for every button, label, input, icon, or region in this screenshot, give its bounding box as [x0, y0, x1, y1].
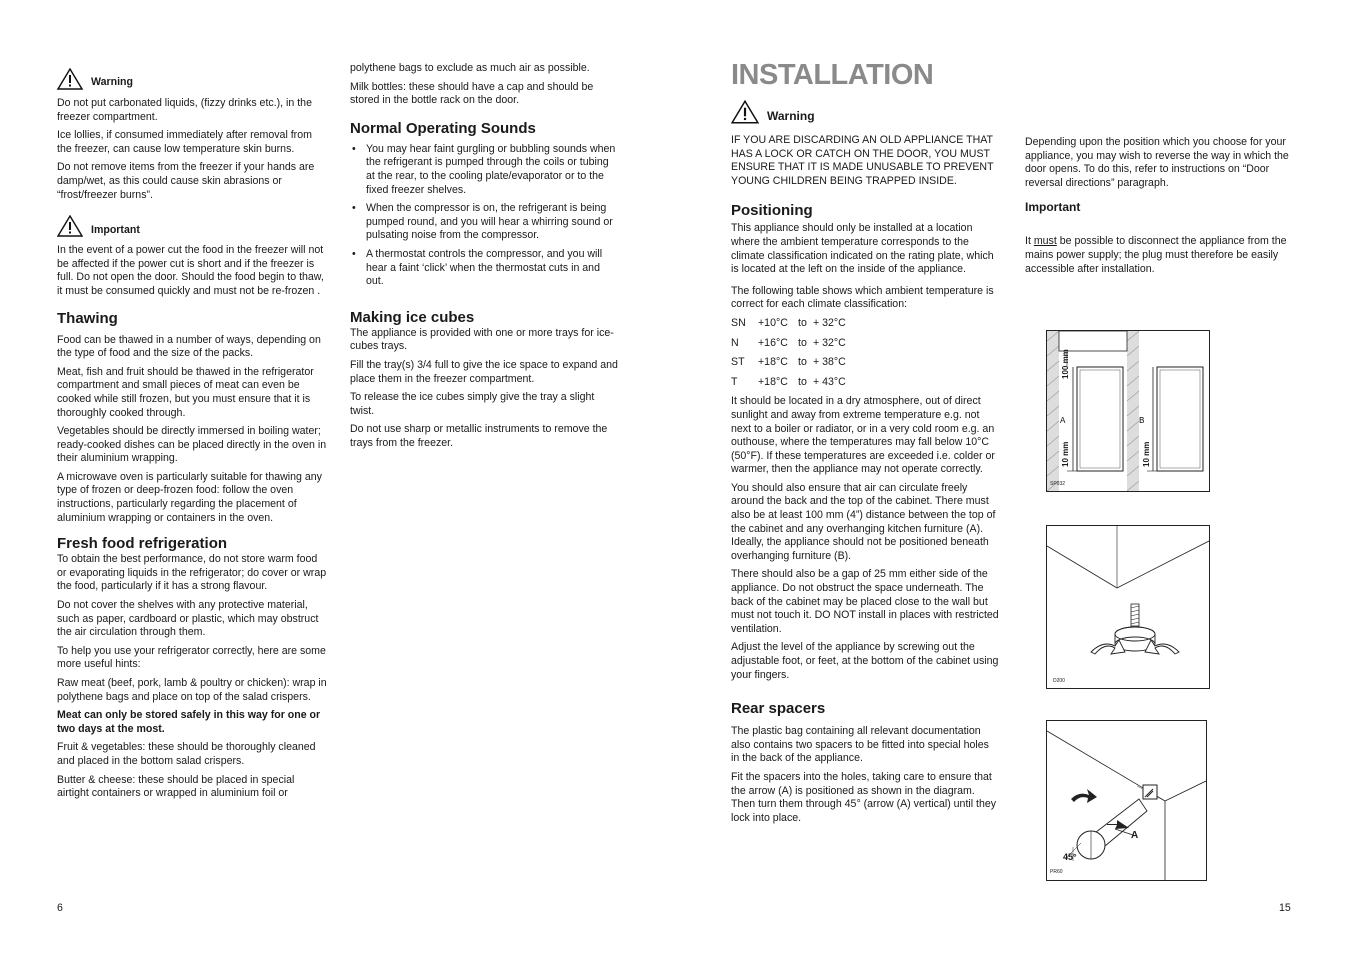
column-3 [731, 58, 999, 830]
important-heading [57, 215, 327, 237]
section-title-positioning: Positioning [731, 202, 813, 220]
section-title-sounds: Normal Operating Sounds [350, 119, 536, 137]
climate-row [731, 317, 999, 331]
important-paragraph [1025, 235, 1295, 276]
important-text-pre: It [1025, 235, 1034, 248]
important-title: Important [91, 223, 140, 236]
label-10mm-b: 10 mm [1142, 441, 1151, 467]
paragraph: To obtain the best performance, do not store warm food or evaporating liquids in the refrigerator; do cover or wrap the food, particularly if it has a strong flavour. [57, 553, 327, 593]
paragraph: Raw meat (beef, pork, lamb & poultry or chicken): wrap in polythene bags and place on top of the salad crispers. [57, 677, 327, 703]
paragraph: Depending upon the position which you choose for your appliance, you may wish to reverse the way in which the door opens. To do this, refer to instructions on “Door reversal directions” paragraph. [1025, 136, 1289, 189]
label-45-degrees: 45° [1063, 852, 1077, 862]
paragraph: Milk bottles: these should have a cap and should be stored in the bottle rack on the door. [350, 80, 594, 107]
column-2 [350, 62, 620, 455]
paragraph: To release the ice cubes simply give the tray a slight twist. [350, 391, 595, 417]
important-text-post: be possible to disconnect the appliance from the mains power supply; the plug must therefore be easily accessible after installation. [1025, 235, 1287, 275]
paragraph: Meat, fish and fruit should be thawed in the refrigerator compartment and small pieces of meat can even be cooked while still frozen, but you must ensure that it is thoroughly cooked through. [57, 365, 314, 419]
climate-row [731, 356, 999, 370]
paragraph: Vegetables should be directly immersed in boiling water; ready-cooked dishes can be placed directly in the oven in their aluminium wrapping. [57, 425, 327, 465]
paragraph: Food can be thawed in a number of ways, depending on the type of food and the size of the packs. [57, 333, 321, 360]
label-a: A [1131, 830, 1139, 841]
figure-code: PR60 [1050, 869, 1063, 875]
figure-clearance-diagram [1046, 330, 1210, 492]
climate-from: +10°C [758, 316, 788, 329]
paragraph: Do not cover the shelves with any protective material, such as paper, cardboard or plastic, which may obstruct the air circulation through them. [57, 599, 319, 639]
warning-triangle-icon [57, 215, 83, 237]
paragraph: Do not remove items from the freezer if your hands are damp/wet, as this could cause skin abrasions or “frost/freezer burns”. [57, 161, 315, 201]
section-title-ice-cubes: Making ice cubes [350, 308, 475, 326]
climate-from: +16°C [758, 336, 788, 349]
important-title: Important [1025, 200, 1081, 215]
paragraph: Ice lollies, if consumed immediately after removal from the freezer, can cause low temperature skin burns. [57, 129, 312, 155]
installation-warning-heading [731, 100, 999, 124]
section-title-fresh-food: Fresh food refrigeration [57, 535, 228, 553]
climate-to: + 43°C [813, 375, 846, 388]
sounds-list [350, 143, 620, 289]
climate-from: +18°C [758, 375, 788, 388]
warning-title: Warning [91, 76, 133, 89]
climate-to-word: to [798, 375, 807, 388]
list-item: • When the compressor is on, the refrigerant is being pumped round, and you will hear a whirring sound or pulsating noise from the compressor. [350, 202, 620, 243]
climate-to: + 32°C [813, 316, 846, 329]
label-10mm-a: 10 mm [1061, 441, 1070, 467]
column-4 [1025, 136, 1295, 281]
paragraph: The appliance is provided with one or more trays for ice-cubes trays. [350, 326, 614, 353]
paragraph: Fill the tray(s) 3/4 full to give the ice space to expand and place them in the freezer compartment. [350, 358, 618, 385]
paragraph: The plastic bag containing all relevant documentation also contains two spacers to be fitted into special holes in the back of the appliance. [731, 725, 989, 765]
figure-code: D200 [1053, 678, 1065, 684]
climate-from: +18°C [758, 356, 788, 369]
paragraph: There should also be a gap of 25 mm either side of the appliance. Do not obstruct the space underneath. The back of the cabinet may be placed close to the wall but must not touch it. DO NOT install in places with restricted ventilation. [731, 568, 999, 635]
warning-title: Warning [767, 109, 815, 124]
climate-class: ST [731, 356, 745, 369]
climate-row [731, 376, 999, 390]
bold-paragraph: Meat can only be stored safely in this way for one or two days at the most. [57, 709, 321, 735]
paragraph: Adjust the level of the appliance by screwing out the adjustable foot, or feet, at the bottom of the cabinet using your fingers. [731, 641, 999, 681]
paragraph: Do not use sharp or metallic instruments to remove the trays from the freezer. [350, 423, 608, 449]
climate-to-word: to [798, 336, 807, 349]
adjustable-foot-graphic [1047, 526, 1209, 688]
page-number-right: 15 [1279, 902, 1291, 914]
paragraph: To help you use your refrigerator correctly, here are some more useful hints: [57, 644, 326, 671]
warning-text: IF YOU ARE DISCARDING AN OLD APPLIANCE THAT HAS A LOCK OR CATCH ON THE DOOR, YOU MUST ENSURE THAT IT IS MADE UNUSABLE TO PREVENT YOUNG CHILDREN BEING TRAPPED INSIDE. [731, 134, 994, 187]
climate-to-word: to [798, 356, 807, 369]
figure-code: SP032 [1050, 481, 1066, 487]
climate-to: + 32°C [813, 336, 846, 349]
paragraph: Fit the spacers into the holes, taking care to ensure that the arrow (A) is positioned as shown in the diagram. Then turn them through 45° (arrow (A) vertical) until they lock into place. [731, 770, 997, 824]
warning-triangle-icon [731, 100, 759, 124]
warning-triangle-icon [57, 68, 83, 90]
climate-to-word: to [798, 316, 807, 329]
main-title: INSTALLATION [731, 59, 934, 91]
paragraph: Butter & cheese: these should be placed in special airtight containers or wrapped in aluminium foil or [57, 773, 295, 800]
label-b: B [1139, 416, 1145, 426]
important-text-must: must [1033, 235, 1057, 248]
climate-to: + 38°C [813, 356, 846, 369]
column-1 [57, 68, 327, 806]
page-number-left: 6 [57, 902, 63, 914]
figure-rear-spacer [1046, 720, 1207, 881]
paragraph: This appliance should only be installed at a location where the ambient temperature corresponds to the climate classification indicated on the rating plate, which is located at the left on the inside of the appliance. [731, 222, 994, 276]
climate-class: N [731, 336, 739, 349]
climate-class: SN [731, 316, 746, 329]
label-a: A [1060, 416, 1066, 426]
climate-class: T [731, 375, 738, 388]
paragraph: In the event of a power cut the food in the freezer will not be affected if the power cut is short and if the freezer is full. Do not open the door. Should the food begin to thaw, it must be consumed quickly and must not be re-frozen . [57, 244, 324, 297]
paragraph: polythene bags to exclude as much air as possible. [350, 62, 590, 74]
paragraph: A microwave oven is particularly suitable for thawing any type of frozen or deep-frozen food: follow the oven instructions, particularly regarding the placement of aluminium wrapping or containers in the oven. [57, 470, 322, 524]
paragraph: Do not put carbonated liquids, (fizzy drinks etc.), in the freezer compartment. [57, 97, 312, 123]
label-100mm: 100 mm [1061, 349, 1070, 379]
paragraph: The following table shows which ambient temperature is correct for each climate classification: [731, 284, 994, 311]
warning-heading [57, 68, 327, 90]
paragraph: Fruit & vegetables: these should be thoroughly cleaned and placed in the bottom salad crispers. [57, 741, 316, 767]
figure-adjustable-foot [1046, 525, 1210, 689]
list-item: • A thermostat controls the compressor, and you will hear a faint ‘click’ when the thermostat cuts in and out. [350, 248, 620, 289]
climate-table [731, 317, 999, 389]
climate-row [731, 337, 999, 351]
list-item: • You may hear faint gurgling or bubbling sounds when the refrigerant is pumped through the coils or tubing at the rear, to the cooling plate/evaporator or to the fixed freezer shelves. [350, 143, 620, 197]
paragraph: It should be located in a dry atmosphere, out of direct sunlight and away from extreme temperature e.g. not next to a boiler or radiator, or in a very cold room e.g. an outhouse, where the temperatures may fall below 10°C (50°F). If these temperatures are exceeded i.e. colder or warmer, then the appliance may not operate correctly. [731, 395, 995, 476]
paragraph: You should also ensure that air can circulate freely around the back and the top of the cabinet. There must also be at least 100 mm (4”) distance between the top of the cabinet and any overhanging kitchen furniture (A). Ideally, the appliance should not be positioned beneath overhanging furniture (B). [731, 481, 996, 562]
section-title-rear-spacers: Rear spacers [731, 700, 826, 718]
section-title-thawing: Thawing [57, 309, 118, 327]
